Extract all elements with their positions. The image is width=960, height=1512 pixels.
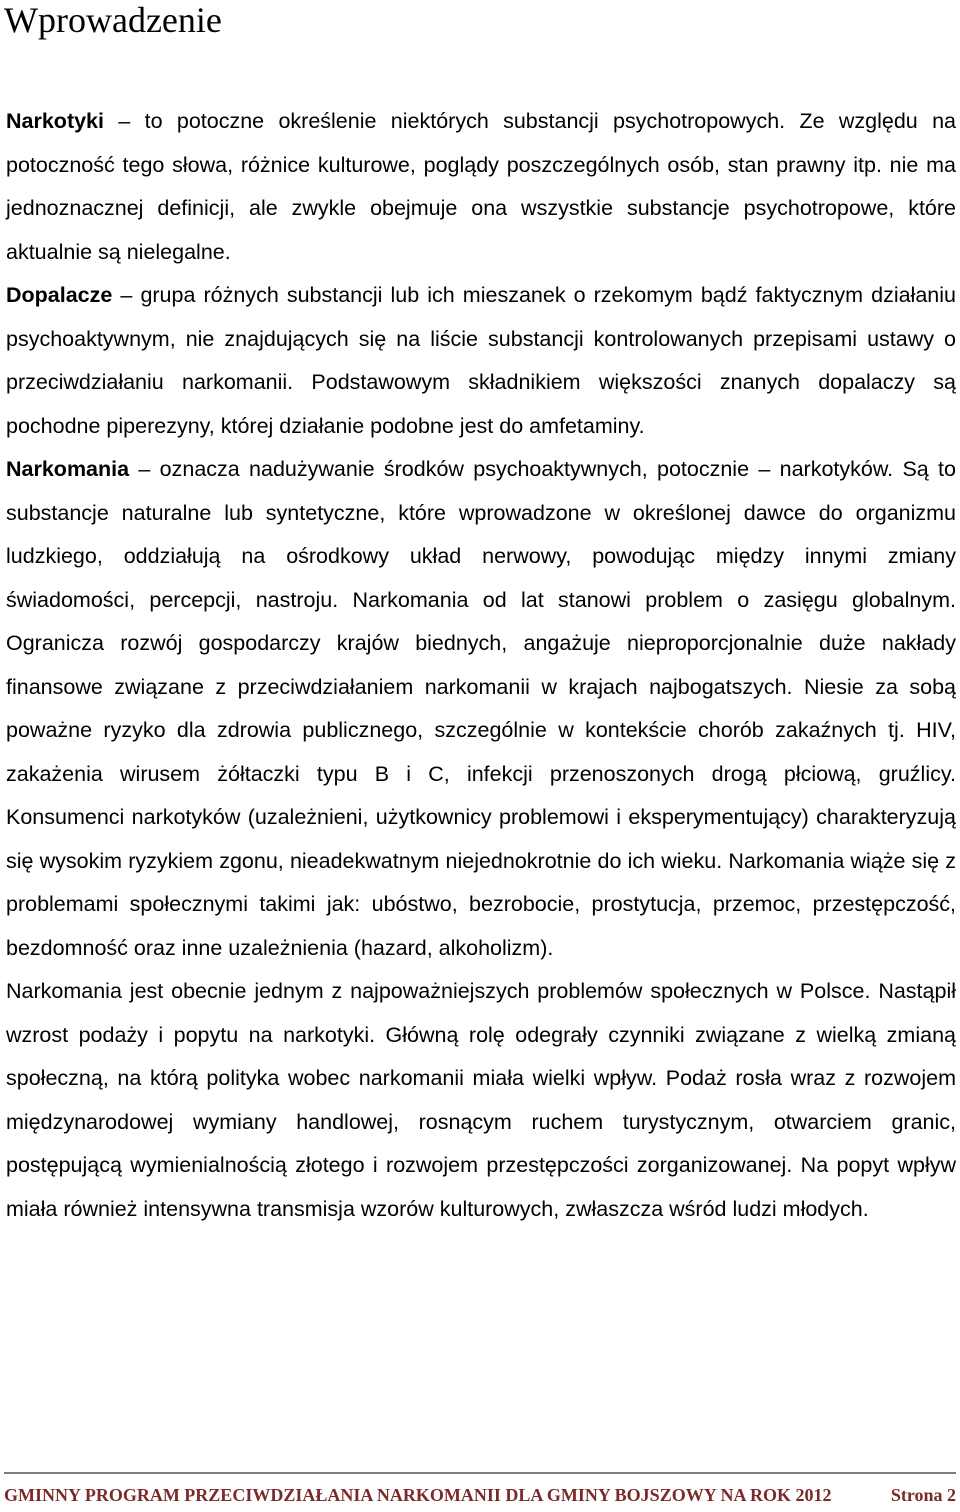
paragraph-narkomania-w-polsce xyxy=(6,970,956,1231)
term-narkomania: Narkomania xyxy=(6,457,130,481)
page-title: Wprowadzenie xyxy=(4,0,222,40)
page-footer xyxy=(4,1480,956,1510)
text-narkomania-w-polsce: Narkomania jest obecnie jednym z najpoważniejszych problemów społecznych w Polsce. Nastąpił wzrost podaży i popytu na narkotyki. Główną rolę odegrały czynniki związane z wielką zmianą społeczną, na którą polityka wobec narkomanii miała wielki wpływ. Podaż rosła wraz z rozwojem międzynarodowej wymiany handlowej, rosnącym ruchem turystycznym, otwarciem granic, postępującą wymienialnością złotego i rozwojem przestępczości zorganizowanej. Na popyt wpływ miała również intensywna transmisja wzorów kulturowych, zwłaszcza wśród ludzi młodych. xyxy=(6,979,956,1221)
term-narkotyki: Narkotyki xyxy=(6,109,104,133)
term-dopalacze: Dopalacze xyxy=(6,283,113,307)
document-body xyxy=(6,100,956,1231)
paragraph-narkotyki xyxy=(6,100,956,274)
definition-narkomania: – oznacza nadużywanie środków psychoaktywnych, potocznie – narkotyków. Są to substancje naturalne lub syntetyczne, które wprowadzone w określonej dawce do organizmu ludzkiego, oddziałują na ośrodkowy układ nerwowy, powodując między innymi zmiany świadomości, percepcji, nastroju. Narkomania od lat stanowi problem o zasięgu globalnym. Ogranicza rozwój gospodarczy krajów biednych, angażuje nieproporcjonalnie duże nakłady finansowe związane z przeciwdziałaniem narkomanii w krajach najbogatszych. Niesie za sobą poważne ryzyko dla zdrowia publicznego, szczególnie w kontekście chorób zakaźnych tj. HIV, zakażenia wirusem żółtaczki typu B i C, infekcji przenoszonych drogą płciową, gruźlicy. Konsumenci narkotyków (uzależnieni, użytkownicy problemowi i eksperymentujący) charakteryzują się wysokim ryzykiem zgonu, nieadekwatnym niejednokrotnie do ich wieku. Narkomania wiąże się z problemami społecznymi takimi jak: ubóstwo, bezrobocie, prostytucja, przemoc, przestępczość, bezdomność oraz inne uzależnienia (hazard, alkoholizm). xyxy=(6,457,956,960)
footer-divider xyxy=(4,1472,956,1474)
definition-dopalacze: – grupa różnych substancji lub ich mieszanek o rzekomym bądź faktycznym działaniu psychoaktywnym, nie znajdujących się na liście substancji kontrolowanych przepisami ustawy o przeciwdziałaniu narkomanii. Podstawowym składnikiem większości znanych dopalaczy są pochodne piperezyny, której działanie podobne jest do amfetaminy. xyxy=(6,283,956,438)
paragraph-narkomania xyxy=(6,448,956,970)
definition-narkotyki: – to potoczne określenie niektórych substancji psychotropowych. Ze względu na potoczność tego słowa, różnice kulturowe, poglądy poszczególnych osób, stan prawny itp. nie ma jednoznacznej definicji, ale zwykle obejmuje ona wszystkie substancje psychotropowe, które aktualnie są nielegalne. xyxy=(6,109,956,264)
paragraph-dopalacze xyxy=(6,274,956,448)
footer-document-title: GMINNY PROGRAM PRZECIWDZIAŁANIA NARKOMANII DLA GMINY BOJSZOWY NA ROK 2012 xyxy=(4,1485,832,1505)
footer-page-number: Strona 2 xyxy=(890,1485,956,1505)
